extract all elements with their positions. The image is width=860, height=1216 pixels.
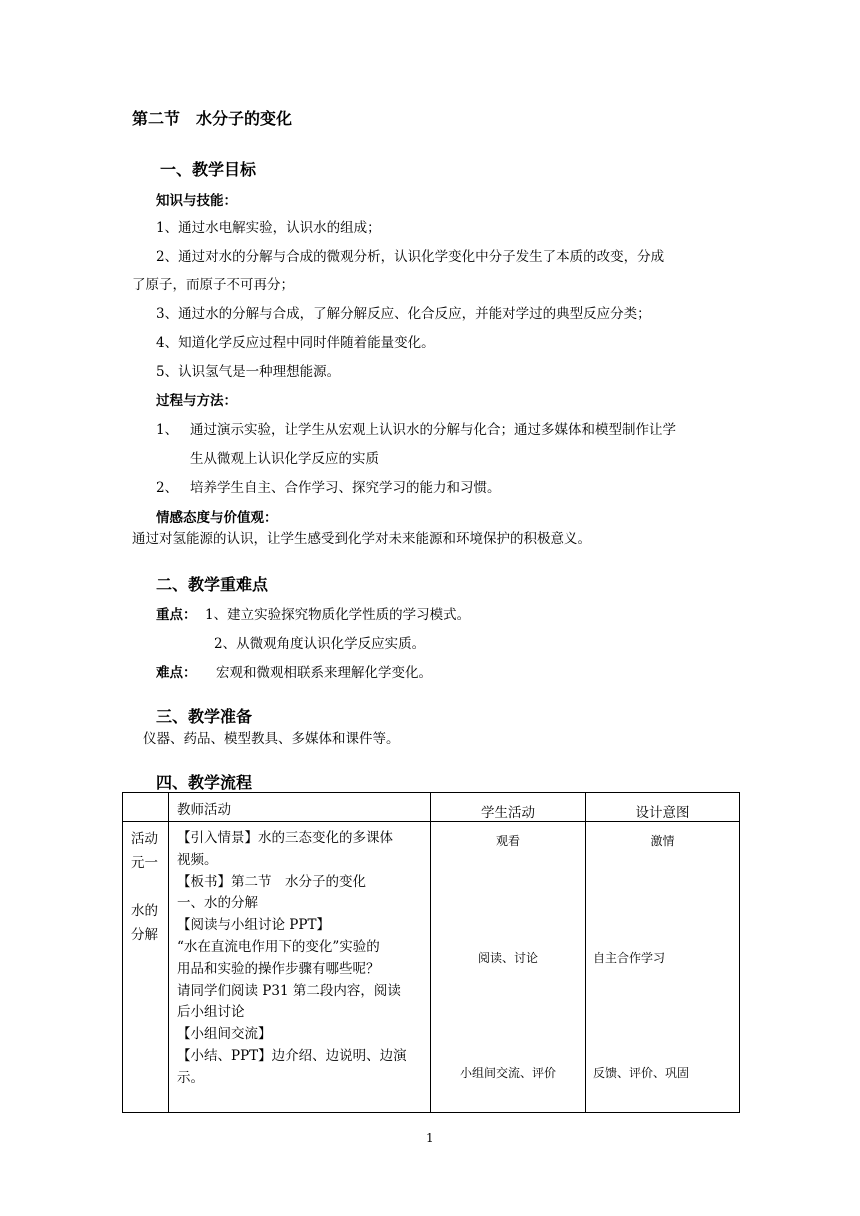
knowledge-item: 1、通过水电解实验，认识水的组成； [156, 220, 381, 236]
design-intent-text: 激情 [650, 834, 675, 848]
teacher-line: “水在直流电作用下的变化”实验的 [177, 938, 380, 955]
key-label: 重点： [156, 607, 197, 623]
teacher-line: 用品和实验的操作步骤有哪些呢？ [177, 960, 380, 977]
table-header-student [431, 793, 586, 822]
student-activity-text: 观看 [495, 834, 520, 848]
teacher-line: 视频。 [177, 851, 218, 868]
difficulty-text: 宏观和微观相联系来理解化学变化。 [216, 665, 432, 681]
activity-label-line: 元一 [131, 855, 158, 871]
section-heading-key-points: 二、教学重难点 [156, 575, 269, 594]
page-title: 第二节 水分子的变化 [132, 109, 293, 128]
process-item-text: 通过演示实验，让学生从宏观上认识水的分解与化合；通过多媒体和模型制作让学 [190, 422, 676, 438]
teacher-line: 【小组间交流】 [177, 1026, 272, 1043]
teacher-line: 【阅读与小组讨论 PPT】 [177, 917, 330, 934]
teacher-line: 请同学们阅读 P31 第二段内容，阅读 [177, 982, 401, 999]
emotion-text: 通过对氢能源的认识，让学生感受到化学对未来能源和环境保护的积极意义。 [132, 531, 591, 547]
knowledge-item: 了原子，而原子不可再分； [132, 277, 294, 293]
table-header-empty [123, 793, 169, 822]
header-student-label: 学生活动 [481, 805, 535, 821]
knowledge-item: 4、知道化学反应过程中同时伴随着能量变化。 [156, 335, 435, 351]
design-intent-cell [586, 822, 740, 1113]
teacher-line: 后小组讨论 [177, 1004, 245, 1021]
knowledge-item: 2、通过对水的分解与合成的微观分析，认识化学变化中分子发生了本质的改变，分成 [156, 249, 665, 265]
activity-cell [123, 822, 169, 1113]
process-heading: 过程与方法： [156, 393, 237, 409]
table-header-row [123, 793, 740, 822]
teacher-activity-cell [169, 822, 431, 1113]
table-header-design [586, 793, 740, 822]
teacher-line: 示。 [177, 1069, 204, 1086]
emotion-heading: 情感态度与价值观： [156, 510, 278, 526]
teacher-line: 一、水的分解 [177, 895, 258, 912]
knowledge-heading: 知识与技能： [156, 193, 237, 209]
activity-label-line [131, 875, 168, 899]
process-item-text: 培养学生自主、合作学习、探究学习的能力和习惯。 [190, 480, 501, 496]
activity-label-line: 分解 [131, 927, 158, 943]
difficulty-label: 难点： [156, 665, 197, 681]
section-heading-flow: 四、教学流程 [156, 773, 253, 792]
section-heading-objectives: 一、教学目标 [160, 160, 257, 179]
process-item-text-continued: 生从微观上认识化学反应的实质 [190, 451, 379, 467]
page-number: 1 [426, 1131, 434, 1145]
knowledge-item: 5、认识氢气是一种理想能源。 [156, 364, 341, 380]
knowledge-item: 3、通过水的分解与合成，了解分解反应、化合反应，并能对学过的典型反应分类； [156, 306, 651, 322]
header-teacher-label: 教师活动 [177, 802, 231, 818]
preparation-text: 仪器、药品、模型教具、多媒体和课件等。 [143, 731, 400, 747]
table-header-teacher [169, 793, 431, 822]
process-item-number: 2、 [156, 480, 179, 496]
teacher-line: 【小结、PPT】边介绍、边说明、边演 [177, 1047, 407, 1064]
section-heading-preparation: 三、教学准备 [156, 707, 253, 726]
activity-label-line: 活动 [131, 831, 158, 847]
table-row [123, 822, 740, 1113]
teaching-flow-table [122, 792, 740, 1113]
design-intent-text: 自主合作学习 [593, 951, 666, 965]
teacher-line: 【引入情景】水的三态变化的多课体 [177, 830, 393, 846]
key-item: 2、从微观角度认识化学反应实质。 [214, 636, 426, 652]
student-activity-text: 阅读、讨论 [477, 951, 538, 965]
activity-label-line: 水的 [131, 903, 158, 919]
student-activity-cell [431, 822, 586, 1113]
process-item-number: 1、 [156, 422, 179, 438]
design-intent-text: 反馈、评价、巩固 [593, 1066, 690, 1080]
teacher-line: 【板书】第二节 水分子的变化 [177, 873, 366, 890]
student-activity-text: 小组间交流、评价 [459, 1066, 556, 1080]
key-item: 1、建立实验探究物质化学性质的学习模式。 [205, 607, 471, 623]
header-design-label: 设计意图 [635, 805, 690, 821]
